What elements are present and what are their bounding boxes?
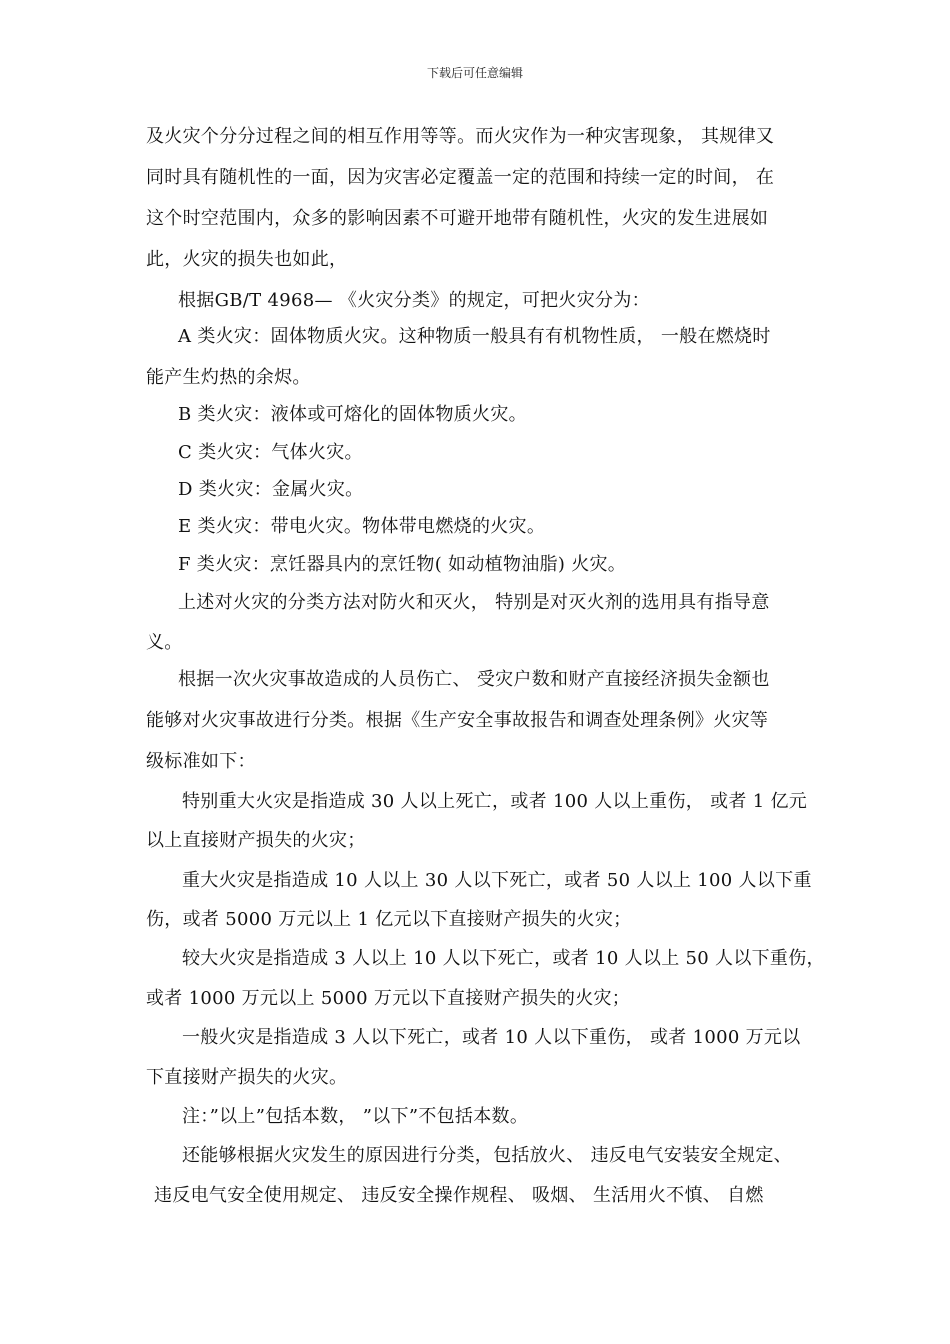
- text-line: B 类火灾：液体或可熔化的固体物质火灾。: [178, 404, 527, 425]
- text-line: D 类火灾：金属火灾。: [178, 479, 364, 500]
- text-line: 根据一次火灾事故造成的人员伤亡、 受灾户数和财产直接经济损失金额也: [178, 669, 770, 690]
- text-line: 以上直接财产损失的火灾；: [146, 830, 366, 851]
- text-line: 此，火灾的损失也如此，: [146, 249, 348, 270]
- text-line: E 类火灾：带电火灾。物体带电燃烧的火灾。: [178, 516, 546, 537]
- text-line: 违反电气安全使用规定、 违反安全操作规程、 吸烟、 生活用火不慎、 自燃: [154, 1185, 764, 1206]
- text-line: 重大火灾是指造成 10 人以上 30 人以下死亡，或者 50 人以上 100 人以下重: [182, 870, 812, 891]
- text-line: 这个时空范围内，众多的影响因素不可避开地带有随机性，火灾的发生进展如: [146, 208, 769, 229]
- text-line: 较大火灾是指造成 3 人以上 10 人以下死亡，或者 10 人以上 50 人以下重伤，: [182, 948, 825, 969]
- text-line: 及火灾个分分过程之间的相互作用等等。而火灾作为一种灾害现象， 其规律又: [146, 126, 775, 147]
- text-line: 特别重大火灾是指造成 30 人以上死亡，或者 100 人以上重伤， 或者 1 亿元: [182, 791, 808, 812]
- text-line: 上述对火灾的分类方法对防火和灭火， 特别是对灭火剂的选用具有指导意: [178, 592, 770, 613]
- text-line: A 类火灾：固体物质火灾。这种物质一般具有有机物性质， 一般在燃烧时: [178, 326, 771, 347]
- text-line: 同时具有随机性的一面，因为灾害必定覆盖一定的范围和持续一定的时间， 在: [146, 167, 775, 188]
- text-line: 下直接财产损失的火灾。: [146, 1067, 348, 1088]
- text-line: 一般火灾是指造成 3 人以下死亡，或者 10 人以下重伤， 或者 1000 万元以: [182, 1027, 801, 1048]
- text-line: 义。: [146, 632, 183, 653]
- text-line: 能产生灼热的余烬。: [146, 367, 311, 388]
- text-line: 或者 1000 万元以上 5000 万元以下直接财产损失的火灾；: [146, 988, 631, 1009]
- text-line: 还能够根据火灾发生的原因进行分类，包括放火、 违反电气安装安全规定、: [182, 1145, 792, 1166]
- page-header: 下载后可任意编辑: [426, 66, 523, 80]
- text-line: 级标准如下：: [146, 751, 256, 772]
- text-line: 能够对火灾事故进行分类。根据《生产安全事故报告和调查处理条例》火灾等: [146, 710, 769, 731]
- text-line: C 类火灾：气体火灾。: [178, 442, 363, 463]
- text-line: 伤，或者 5000 万元以上 1 亿元以下直接财产损失的火灾；: [146, 909, 632, 930]
- text-line: 根据GB/T 4968— 《火灾分类》的规定，可把火灾分为：: [178, 290, 650, 311]
- text-line: F 类火灾：烹饪器具内的烹饪物( 如动植物油脂) 火灾。: [178, 554, 627, 575]
- text-line: 注：”以上”包括本数， ”以下”不包括本数。: [182, 1106, 529, 1127]
